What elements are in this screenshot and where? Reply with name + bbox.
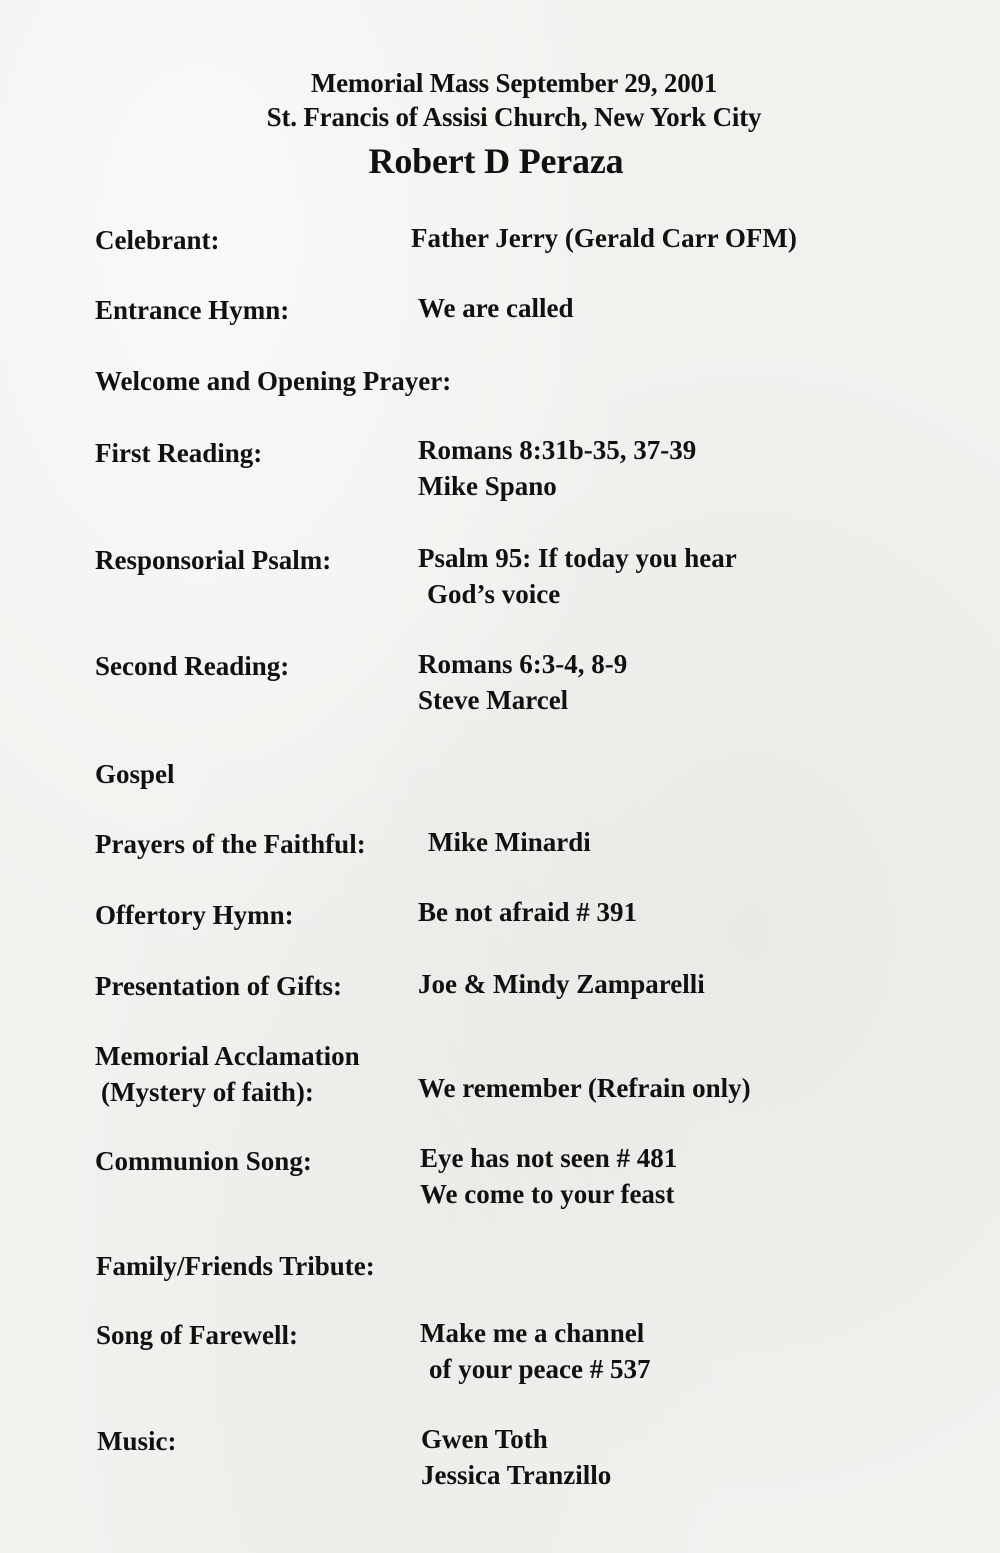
musician-2: Jessica Tranzillo bbox=[421, 1460, 612, 1490]
first-reading-passage: Romans 8:31b-35, 37-39 bbox=[418, 435, 697, 465]
gifts-value: Joe & Mindy Zamparelli bbox=[418, 969, 705, 999]
second-reading-reader: Steve Marcel bbox=[418, 685, 569, 715]
psalm-line-1: Psalm 95: If today you hear bbox=[418, 543, 737, 573]
offertory-hymn-value: Be not afraid # 391 bbox=[418, 897, 637, 927]
entrance-hymn-label: Entrance Hymn: bbox=[95, 295, 290, 325]
celebrant-label: Celebrant: bbox=[95, 225, 220, 255]
celebrant-value: Father Jerry (Gerald Carr OFM) bbox=[411, 223, 797, 253]
communion-song-label: Communion Song: bbox=[95, 1146, 312, 1176]
first-reading-value bbox=[418, 432, 696, 504]
acclamation-label-line-2: (Mystery of faith): bbox=[101, 1077, 314, 1107]
music-value bbox=[421, 1421, 611, 1493]
mass-date-line: Memorial Mass September 29, 2001 bbox=[310, 68, 718, 98]
welcome-prayer-label: Welcome and Opening Prayer: bbox=[95, 366, 452, 396]
offertory-hymn-label: Offertory Hymn: bbox=[95, 900, 294, 930]
gifts-label: Presentation of Gifts: bbox=[95, 971, 342, 1001]
psalm-label: Responsorial Psalm: bbox=[95, 545, 332, 575]
second-reading-passage: Romans 6:3-4, 8-9 bbox=[418, 649, 628, 679]
farewell-song-line-1: Make me a channel bbox=[420, 1318, 645, 1348]
communion-song-line-2: We come to your feast bbox=[420, 1179, 675, 1209]
honoree-name: Robert D Peraza bbox=[368, 141, 624, 181]
music-label: Music: bbox=[97, 1426, 177, 1456]
communion-song-line-1: Eye has not seen # 481 bbox=[420, 1143, 678, 1173]
farewell-song-line-2: of your peace # 537 bbox=[429, 1354, 651, 1384]
prayers-faithful-label: Prayers of the Faithful: bbox=[95, 829, 366, 859]
musician-1: Gwen Toth bbox=[421, 1424, 548, 1454]
second-reading-label: Second Reading: bbox=[95, 651, 290, 681]
first-reading-label: First Reading: bbox=[95, 438, 263, 468]
psalm-line-2: God’s voice bbox=[427, 579, 561, 609]
acclamation-value: We remember (Refrain only) bbox=[418, 1073, 751, 1103]
church-location-line: St. Francis of Assisi Church, New York City bbox=[266, 102, 762, 132]
psalm-value bbox=[418, 540, 737, 612]
farewell-song-label: Song of Farewell: bbox=[96, 1320, 298, 1350]
communion-song-value bbox=[420, 1140, 677, 1212]
entrance-hymn-value: We are called bbox=[418, 293, 574, 323]
gospel-label: Gospel bbox=[95, 759, 175, 789]
first-reading-reader: Mike Spano bbox=[418, 471, 557, 501]
prayers-faithful-value: Mike Minardi bbox=[428, 827, 591, 857]
farewell-song-value bbox=[420, 1315, 650, 1387]
acclamation-label-line-1: Memorial Acclamation bbox=[95, 1041, 360, 1071]
tribute-label: Family/Friends Tribute: bbox=[96, 1251, 375, 1281]
acclamation-label bbox=[95, 1038, 360, 1110]
second-reading-value bbox=[418, 646, 627, 718]
